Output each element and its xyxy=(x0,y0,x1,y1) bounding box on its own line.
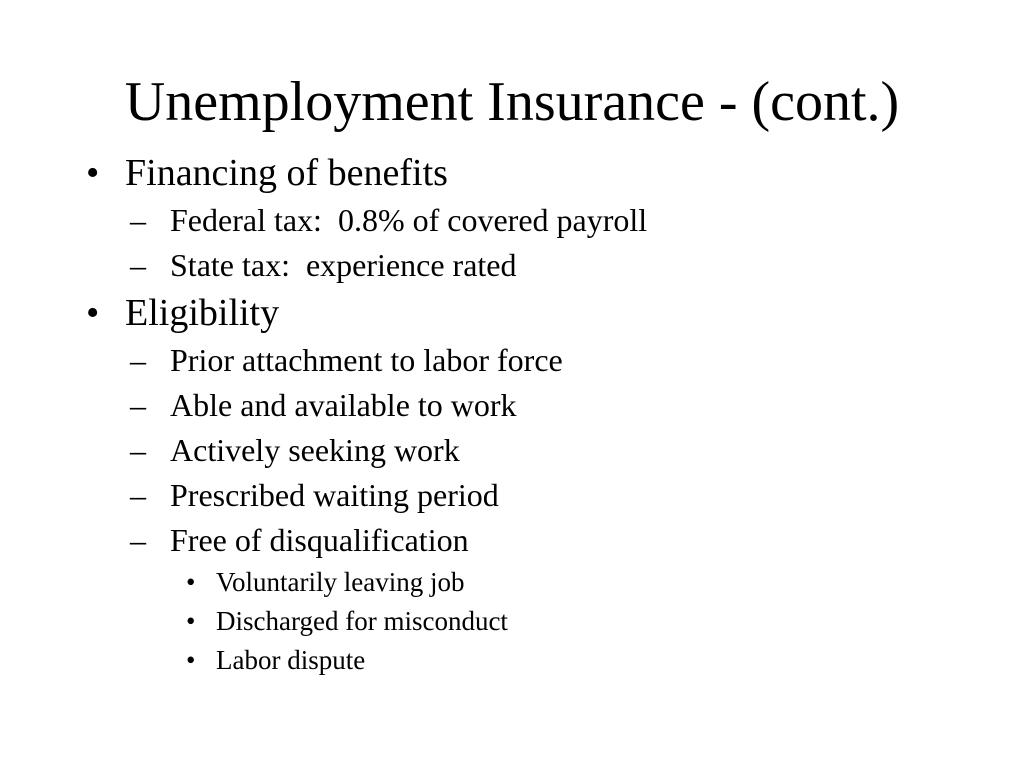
bullet-icon: • xyxy=(86,152,100,194)
dash-icon: – xyxy=(130,477,146,513)
dash-icon: – xyxy=(130,247,146,283)
bullet-icon: • xyxy=(186,606,196,636)
subbullet-state-tax xyxy=(86,243,986,288)
subsubbullet-text: Discharged for misconduct xyxy=(216,606,508,636)
dash-icon: – xyxy=(130,202,146,238)
subbullet-waiting-period xyxy=(86,473,986,518)
dash-icon: – xyxy=(130,432,146,468)
subbullet-federal-tax xyxy=(86,198,986,243)
subbullet-text: Free of disqualification xyxy=(170,522,469,558)
bullet-financing-of-benefits xyxy=(86,148,986,198)
dash-icon: – xyxy=(130,342,146,378)
subbullet-prior-attachment xyxy=(86,338,986,383)
subbullet-actively-seeking xyxy=(86,428,986,473)
subsubbullet-discharged xyxy=(86,602,986,641)
subsubbullet-labor-dispute xyxy=(86,641,986,680)
bullet-icon: • xyxy=(186,567,196,597)
slide-body xyxy=(86,148,986,680)
subbullet-text: Prior attachment to labor force xyxy=(170,342,563,378)
dash-icon: – xyxy=(130,522,146,558)
subbullet-able-and-available xyxy=(86,383,986,428)
subbullet-text: Able and available to work xyxy=(170,387,517,423)
subsubbullet-text: Voluntarily leaving job xyxy=(216,567,465,597)
subbullet-text: Federal tax: 0.8% of covered payroll xyxy=(170,202,648,238)
dash-icon: – xyxy=(130,387,146,423)
bullet-eligibility xyxy=(86,288,986,338)
bullet-icon: • xyxy=(86,292,100,334)
bullet-icon: • xyxy=(186,645,196,675)
slide-title: Unemployment Insurance - (cont.) xyxy=(124,71,900,133)
subbullet-text: Actively seeking work xyxy=(170,432,460,468)
bullet-text: Financing of benefits xyxy=(125,152,448,194)
subbullet-free-of-disqualification xyxy=(86,518,986,563)
subsubbullet-voluntarily-leaving xyxy=(86,563,986,602)
subbullet-text: State tax: experience rated xyxy=(170,247,517,283)
subsubbullet-text: Labor dispute xyxy=(216,645,366,675)
subbullet-text: Prescribed waiting period xyxy=(170,477,499,513)
bullet-text: Eligibility xyxy=(125,292,280,334)
